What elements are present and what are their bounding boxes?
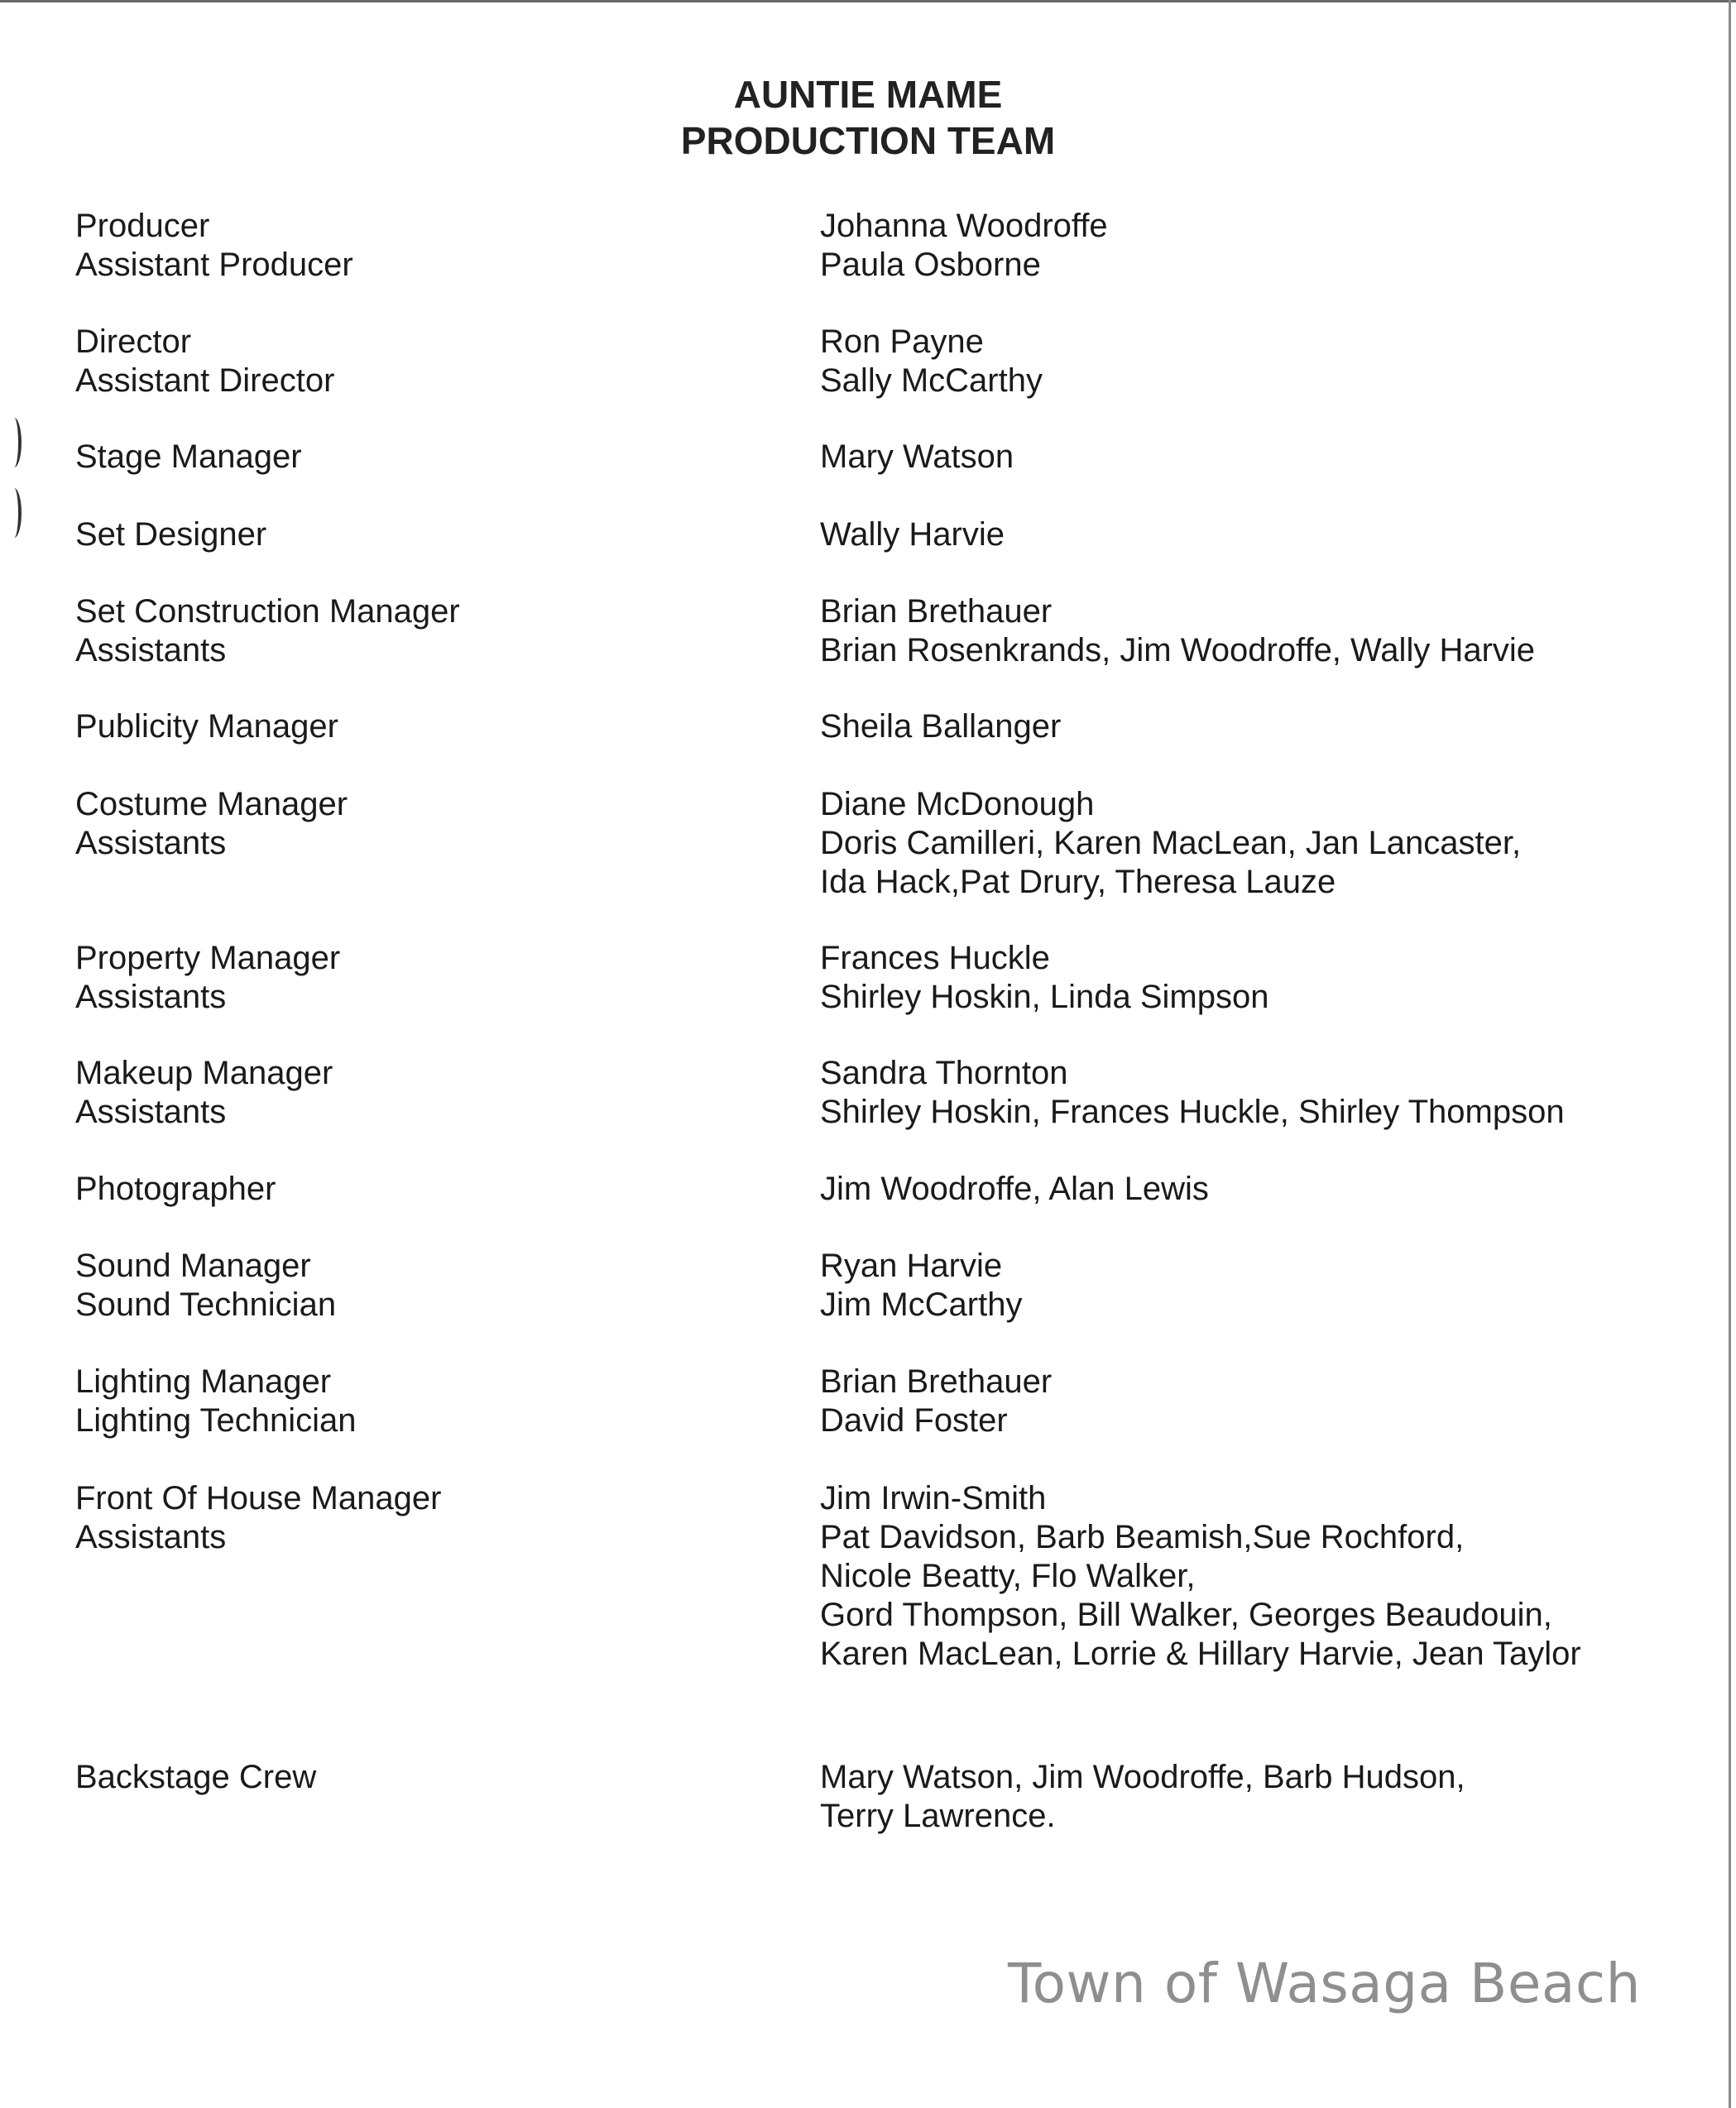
name-column	[820, 707, 1647, 746]
team-entry	[75, 1247, 1647, 1325]
team-entry	[75, 1479, 1647, 1674]
role-column	[75, 515, 820, 554]
member-names: Mary Watson	[820, 438, 1014, 475]
team-entry	[75, 1758, 1647, 1836]
team-entry	[75, 438, 1647, 477]
role-label: Photographer	[75, 1171, 276, 1207]
name-column	[820, 1758, 1647, 1836]
role-label: Assistants	[75, 632, 227, 668]
name-column	[820, 785, 1647, 902]
role-label: Set Construction Manager	[75, 593, 460, 630]
member-names: Wally Harvie	[820, 516, 1005, 553]
role-column	[75, 707, 820, 746]
member-names: Sandra Thornton	[820, 1055, 1068, 1091]
role-label: Assistants	[75, 979, 227, 1015]
title-line-show: AUNTIE MAME	[733, 73, 1003, 116]
name-column	[820, 438, 1647, 477]
member-names: Doris Camilleri, Karen MacLean, Jan Lancaster,	[820, 825, 1522, 861]
member-names: Gord Thompson, Bill Walker, Georges Beaudouin,	[820, 1597, 1552, 1633]
member-names: Jim Irwin-Smith	[820, 1480, 1047, 1516]
role-column	[75, 1363, 820, 1440]
team-entry	[75, 592, 1647, 670]
role-column	[75, 438, 820, 477]
name-column	[820, 1247, 1647, 1325]
member-names: Ida Hack,Pat Drury, Theresa Lauze	[820, 864, 1336, 900]
team-entry	[75, 707, 1647, 746]
watermark: Town of Wasaga Beach	[1008, 1952, 1641, 2015]
team-entry	[75, 515, 1647, 554]
role-label: Makeup Manager	[75, 1055, 333, 1091]
team-entry	[75, 1363, 1647, 1440]
member-names: David Foster	[820, 1402, 1008, 1439]
team-entry	[75, 1054, 1647, 1132]
role-column	[75, 939, 820, 1017]
role-label: Producer	[75, 208, 210, 244]
binder-hole-mark	[7, 488, 22, 538]
role-label: Assistants	[75, 825, 227, 861]
member-names: Diane McDonough	[820, 786, 1095, 822]
name-column	[820, 1054, 1647, 1132]
name-column	[820, 1363, 1647, 1440]
member-names: Paula Osborne	[820, 247, 1041, 283]
role-label: Publicity Manager	[75, 708, 338, 745]
name-column	[820, 1170, 1647, 1209]
role-column	[75, 592, 820, 670]
binder-hole-mark	[7, 418, 22, 467]
role-column	[75, 1758, 820, 1836]
role-label: Assistant Producer	[75, 247, 353, 283]
page-right-edge	[1729, 0, 1731, 2108]
role-label: Assistants	[75, 1519, 227, 1555]
document-title	[0, 71, 1736, 164]
role-label: Property Manager	[75, 940, 341, 976]
role-column	[75, 785, 820, 902]
role-label: Director	[75, 323, 192, 360]
role-column	[75, 1054, 820, 1132]
role-label: Costume Manager	[75, 786, 348, 822]
team-entry	[75, 785, 1647, 902]
production-team-list	[75, 207, 1647, 1836]
title-line-team: PRODUCTION TEAM	[680, 119, 1056, 162]
name-column	[820, 323, 1647, 400]
page-top-edge	[0, 0, 1736, 5]
name-column	[820, 939, 1647, 1017]
member-names: Terry Lawrence.	[820, 1798, 1056, 1834]
role-column	[75, 323, 820, 400]
member-names: Mary Watson, Jim Woodroffe, Barb Hudson,	[820, 1759, 1465, 1795]
member-names: Frances Huckle	[820, 940, 1050, 976]
role-column	[75, 1247, 820, 1325]
member-names: Jim Woodroffe, Alan Lewis	[820, 1171, 1209, 1207]
team-entry	[75, 939, 1647, 1017]
team-entry	[75, 323, 1647, 400]
name-column	[820, 1479, 1647, 1674]
member-names: Ryan Harvie	[820, 1248, 1003, 1284]
member-names: Sally McCarthy	[820, 362, 1043, 399]
role-label: Set Designer	[75, 516, 267, 553]
member-names: Shirley Hoskin, Linda Simpson	[820, 979, 1269, 1015]
member-names: Brian Brethauer	[820, 1363, 1053, 1400]
team-entry	[75, 207, 1647, 285]
role-label: Stage Manager	[75, 438, 302, 475]
member-names: Ron Payne	[820, 323, 984, 360]
role-label: Assistant Director	[75, 362, 335, 399]
name-column	[820, 592, 1647, 670]
member-names: Brian Brethauer	[820, 593, 1053, 630]
role-column	[75, 1479, 820, 1674]
member-names: Nicole Beatty, Flo Walker,	[820, 1558, 1196, 1594]
role-label: Lighting Technician	[75, 1402, 357, 1439]
member-names: Karen MacLean, Lorrie & Hillary Harvie, Jean Taylor	[820, 1636, 1581, 1672]
name-column	[820, 515, 1647, 554]
member-names: Sheila Ballanger	[820, 708, 1062, 745]
role-label: Sound Manager	[75, 1248, 311, 1284]
role-column	[75, 207, 820, 285]
role-label: Lighting Manager	[75, 1363, 332, 1400]
team-entry	[75, 1170, 1647, 1209]
member-names: Brian Rosenkrands, Jim Woodroffe, Wally Harvie	[820, 632, 1536, 668]
role-label: Assistants	[75, 1094, 227, 1130]
role-label: Sound Technician	[75, 1286, 337, 1323]
name-column	[820, 207, 1647, 285]
member-names: Johanna Woodroffe	[820, 208, 1108, 244]
member-names: Jim McCarthy	[820, 1286, 1023, 1323]
member-names: Pat Davidson, Barb Beamish,Sue Rochford,	[820, 1519, 1465, 1555]
role-column	[75, 1170, 820, 1209]
role-label: Backstage Crew	[75, 1759, 317, 1795]
role-label: Front Of House Manager	[75, 1480, 442, 1516]
member-names: Shirley Hoskin, Frances Huckle, Shirley Thompson	[820, 1094, 1565, 1130]
